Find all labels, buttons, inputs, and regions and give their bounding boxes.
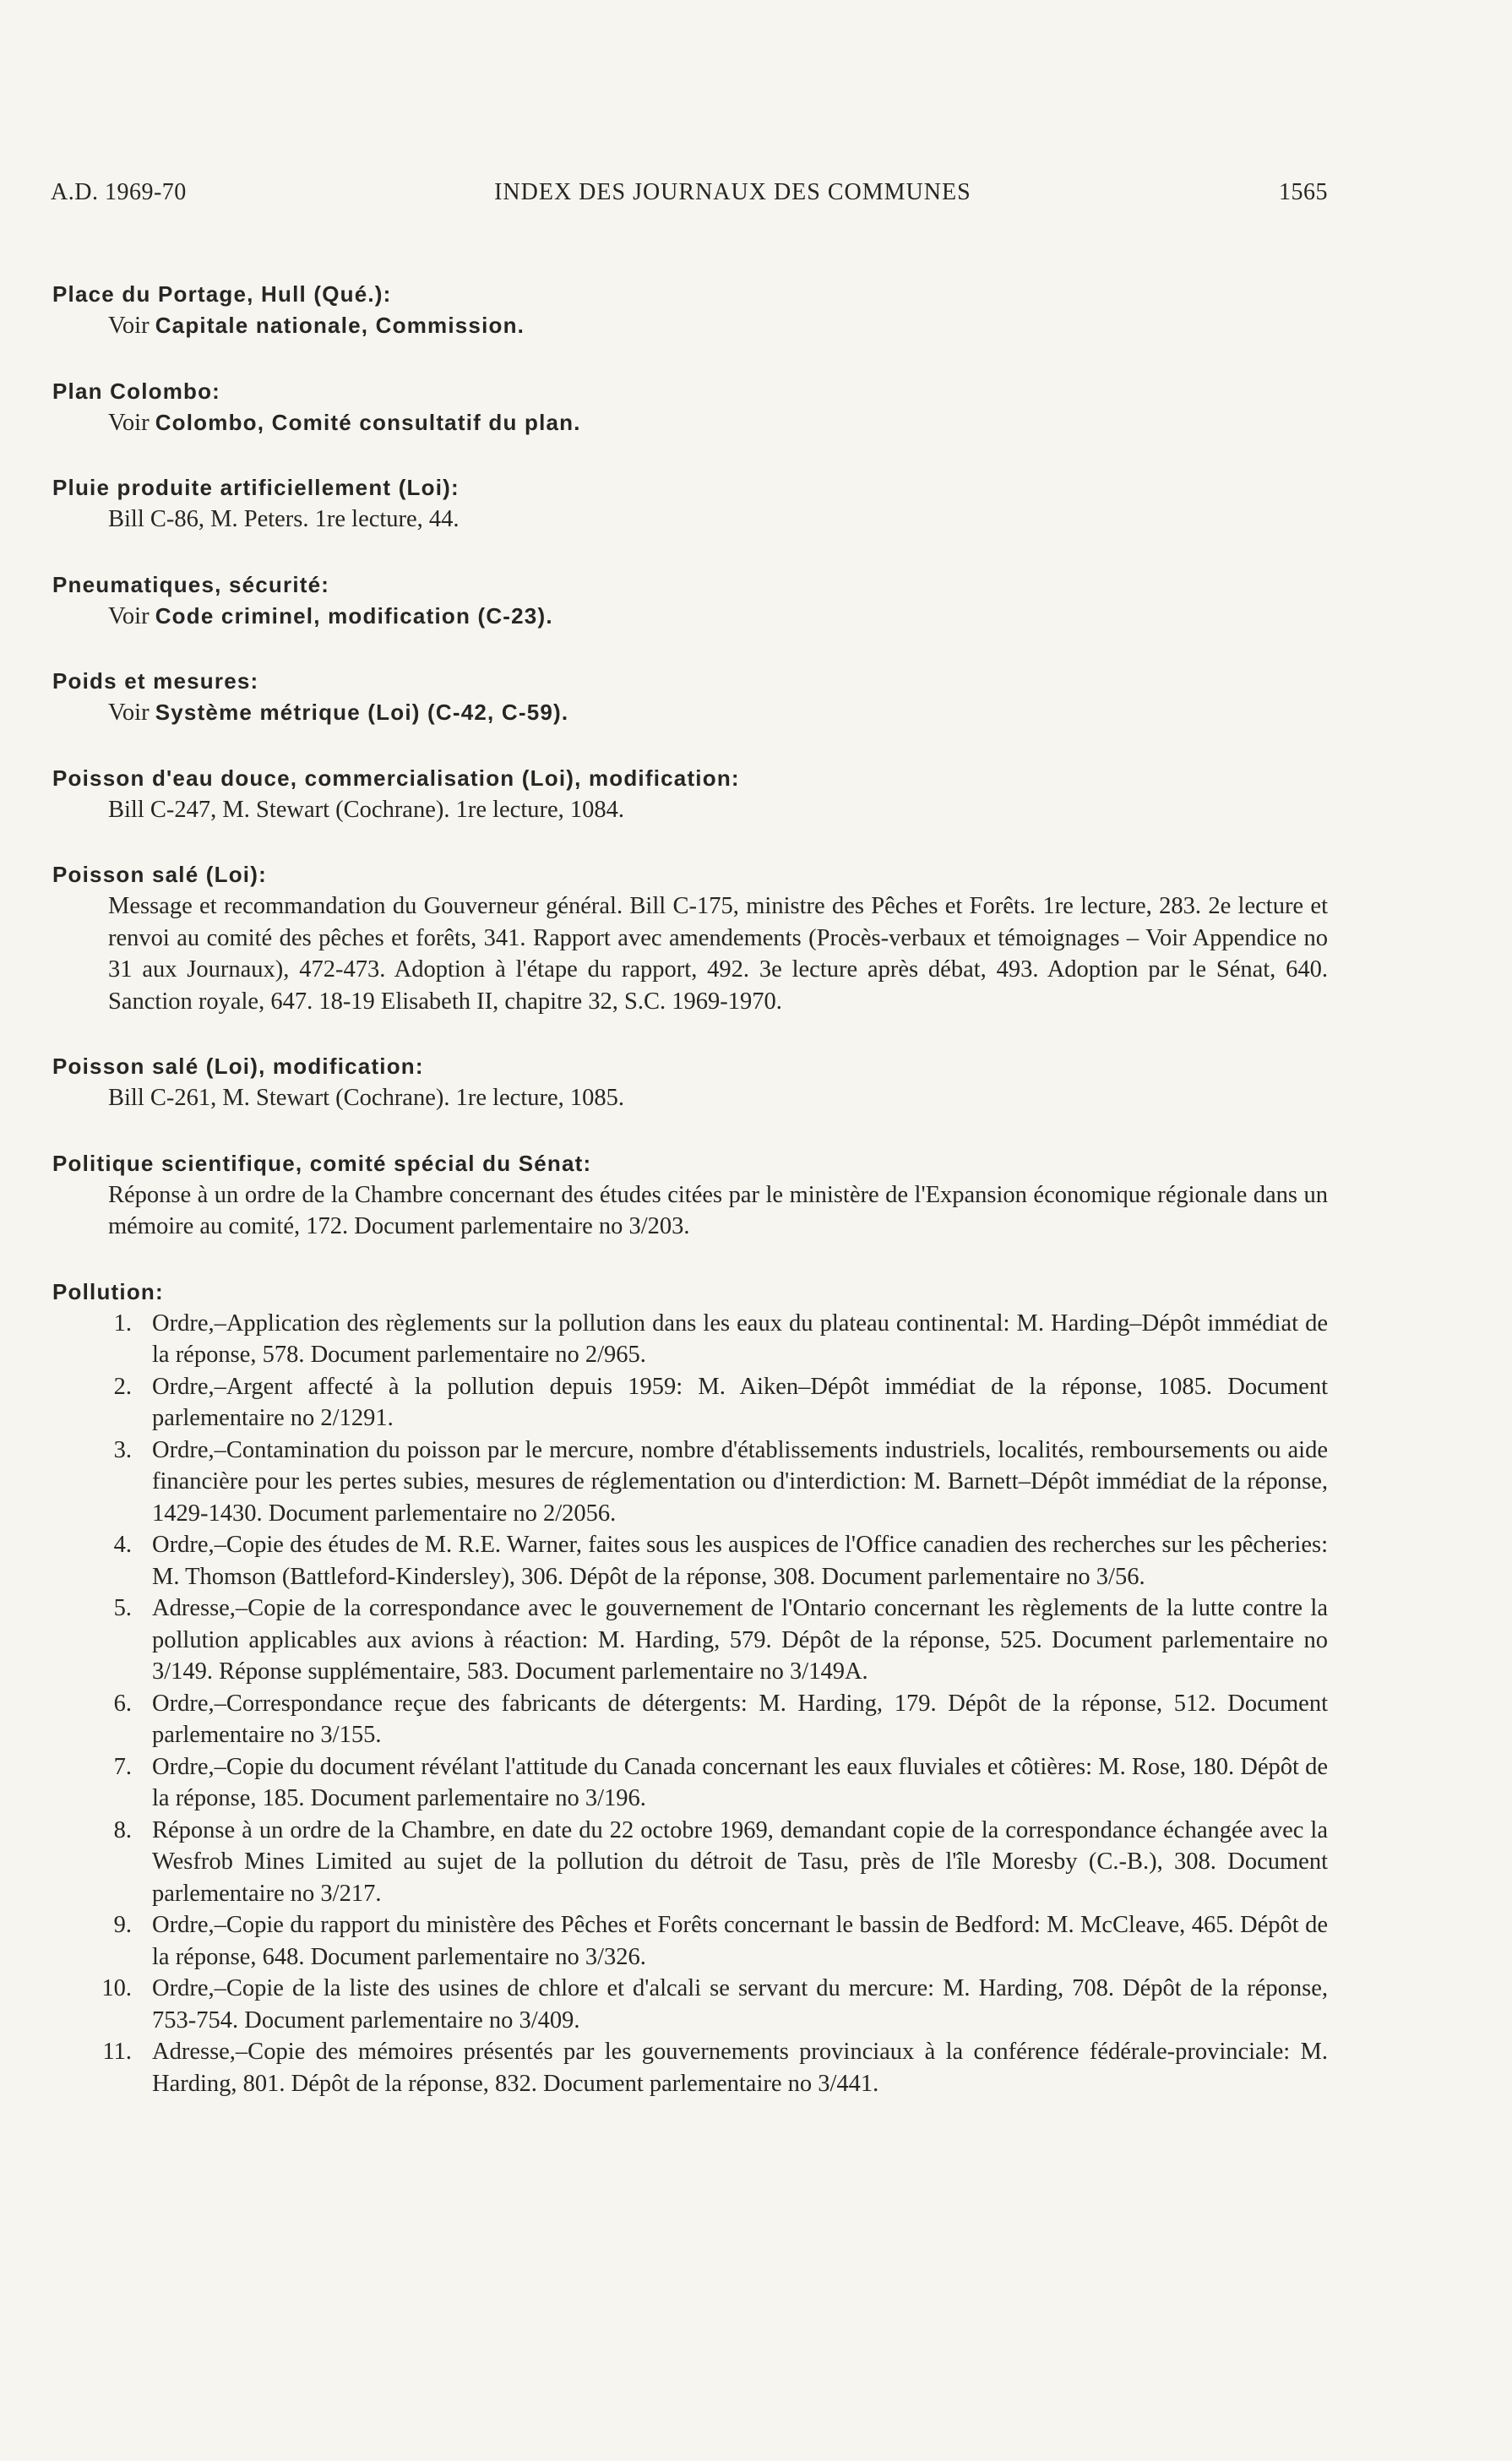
- entry-poisson-sale-modification: [52, 1051, 1328, 1114]
- ref-target: Code criminel, modification (C-23).: [155, 602, 553, 629]
- entry-heading: Place du Portage, Hull (Qué.):: [52, 281, 392, 307]
- list-item: [52, 1371, 1328, 1435]
- item-text: Ordre,–Application des règlements sur la pollution dans les eaux du plateau continental: M. Harding–Dépôt immédiat de la réponse, 578. Document parlementaire no 2/965.: [152, 1309, 1328, 1368]
- page-number: 1565: [1278, 179, 1328, 205]
- entry-heading: Poisson salé (Loi):: [52, 862, 267, 887]
- entry-heading: Poisson d'eau douce, commercialisation (Loi), modification:: [52, 765, 740, 791]
- item-text: Ordre,–Correspondance reçue des fabricants de détergents: M. Harding, 179. Dépôt de la réponse, 512. Document parlementaire no 3/155.: [152, 1690, 1328, 1748]
- item-number: 9.: [113, 1912, 132, 1938]
- entry-heading: Plan Colombo:: [52, 378, 221, 404]
- list-item: [52, 1688, 1328, 1751]
- cross-reference: [108, 407, 1328, 439]
- entry-plan-colombo: [52, 376, 1328, 439]
- item-text: Adresse,–Copie de la correspondance avec le gouvernement de l'Ontario concernant les règlements de la lutte contre la pollution applicables aux avions à réaction: M. Harding, 579. Dépôt de la réponse, 525. Document parlementaire no 3/149. Réponse supplémentaire, 583. Document parlementaire no 3/149A.: [152, 1595, 1328, 1685]
- item-number: 6.: [113, 1690, 132, 1717]
- ref-target: Colombo, Comité consultatif du plan.: [155, 409, 581, 435]
- item-text: Ordre,–Copie des études de M. R.E. Warner, faites sous les auspices de l'Office canadien des recherches sur les pêcheries: M. Thomson (Battleford-Kindersley), 306. Dépôt de la réponse, 308. Document parlementaire no 3/56.: [152, 1532, 1328, 1590]
- entry-heading: Pollution:: [52, 1278, 164, 1304]
- entry-pollution: [52, 1277, 1328, 2100]
- item-number: 11.: [102, 2039, 132, 2065]
- item-text: Ordre,–Copie du rapport du ministère des Pêches et Forêts concernant le bassin de Bedford: M. McCleave, 465. Dépôt de la réponse, 648. Document parlementaire no 3/326.: [152, 1912, 1328, 1970]
- entry-heading: Politique scientifique, comité spécial du Sénat:: [52, 1150, 592, 1176]
- ref-target: Système métrique (Loi) (C-42, C-59).: [155, 700, 569, 725]
- entry-pluie-produite: [52, 472, 1328, 536]
- entry-body: Bill C-261, M. Stewart (Cochrane). 1re lecture, 1085.: [108, 1085, 625, 1111]
- running-header: [51, 179, 1328, 206]
- item-text: Ordre,–Copie du document révélant l'attitude du Canada concernant les eaux fluviales et côtières: M. Rose, 180. Dépôt de la réponse, 185. Document parlementaire no 3/196.: [152, 1753, 1328, 1811]
- item-text: Ordre,–Copie de la liste des usines de chlore et d'alcali se servant du mercure: M. Harding, 708. Dépôt de la réponse, 753-754. Document parlementaire no 3/409.: [152, 1975, 1328, 2034]
- cross-reference: [108, 310, 1328, 342]
- item-text: Ordre,–Contamination du poisson par le mercure, nombre d'établissements industriels, localités, remboursements ou aide financière pour les pertes subies, mesures de réglementation ou d'interdiction: M. Barnett–Dépôt immédiat de la réponse, 1429-1430. Document parlementaire no 2/2056.: [152, 1436, 1328, 1527]
- item-number: 2.: [113, 1373, 132, 1400]
- item-text: Adresse,–Copie des mémoires présentés par les gouvernements provinciaux à la conférence fédérale-provinciale: M. Harding, 801. Dépôt de la réponse, 832. Document parlementaire no 3/441.: [152, 2039, 1328, 2097]
- list-item: [52, 1308, 1328, 1371]
- entry-politique-scientifique: [52, 1148, 1328, 1243]
- index-entries: [52, 279, 1328, 2133]
- pollution-list: [52, 1308, 1328, 2100]
- ref-prefix: Voir: [108, 602, 155, 629]
- item-number: 4.: [113, 1532, 132, 1558]
- entry-poisson-sale: [52, 859, 1328, 1017]
- entry-place-du-portage: [52, 279, 1328, 342]
- item-text: Ordre,–Argent affecté à la pollution depuis 1959: M. Aiken–Dépôt immédiat de la réponse, 1085. Document parlementaire no 2/1291.: [152, 1373, 1328, 1431]
- entry-heading: Poids et mesures:: [52, 668, 259, 694]
- list-item: [52, 1973, 1328, 2036]
- item-number: 3.: [113, 1436, 132, 1463]
- list-item: [52, 1909, 1328, 1973]
- item-number: 1.: [113, 1309, 132, 1337]
- header-title: INDEX DES JOURNAUX DES COMMUNES: [494, 179, 971, 205]
- entry-body: Message et recommandation du Gouverneur général. Bill C-175, ministre des Pêches et Forêts. 1re lecture, 283. 2e lecture et renvoi au comité des pêches et forêts, 341. Rapport avec amendements (Procès-verbaux et témoignages – Voir Appendice no 31 aux Journaux), 472-473. Adoption à l'étape du rapport, 492. 3e lecture après débat, 493. Adoption par le Sénat, 640. Sanction royale, 647. 18-19 Elisabeth II, chapitre 32, S.C. 1969-1970.: [108, 893, 1328, 1015]
- list-item: [52, 1529, 1328, 1593]
- cross-reference: [108, 601, 1328, 633]
- ref-prefix: Voir: [108, 409, 155, 436]
- list-item: [52, 2036, 1328, 2099]
- item-number: 5.: [113, 1595, 132, 1621]
- entry-poids-et-mesures: [52, 666, 1328, 729]
- entry-poisson-eau-douce: [52, 763, 1328, 826]
- ref-prefix: Voir: [108, 700, 155, 726]
- list-item: [52, 1435, 1328, 1530]
- item-text: Réponse à un ordre de la Chambre, en date du 22 octobre 1969, demandant copie de la correspondance échangée avec la Wesfrob Mines Limited au sujet de la pollution du détroit de Tasu, près de l'île Moresby (C.-B.), 308. Document parlementaire no 3/217.: [152, 1816, 1328, 1907]
- entry-heading: Pluie produite artificiellement (Loi):: [52, 475, 460, 500]
- item-number: 7.: [113, 1753, 132, 1780]
- list-item: [52, 1593, 1328, 1688]
- entry-pneumatiques: [52, 569, 1328, 633]
- cross-reference: [108, 697, 1328, 729]
- entry-body: Bill C-86, M. Peters. 1re lecture, 44.: [108, 506, 460, 532]
- list-item: [52, 1751, 1328, 1815]
- entry-body: Réponse à un ordre de la Chambre concernant des études citées par le ministère de l'Expansion économique régionale dans un mémoire au comité, 172. Document parlementaire no 3/203.: [108, 1181, 1328, 1239]
- ref-prefix: Voir: [108, 313, 155, 339]
- ref-target: Capitale nationale, Commission.: [155, 313, 525, 338]
- item-number: 8.: [113, 1816, 132, 1843]
- item-number: 10.: [101, 1975, 132, 2001]
- header-year: A.D. 1969-70: [51, 179, 187, 205]
- entry-heading: Poisson salé (Loi), modification:: [52, 1054, 424, 1079]
- entry-heading: Pneumatiques, sécurité:: [52, 571, 330, 597]
- list-item: [52, 1815, 1328, 1910]
- entry-body: Bill C-247, M. Stewart (Cochrane). 1re lecture, 1084.: [108, 796, 625, 823]
